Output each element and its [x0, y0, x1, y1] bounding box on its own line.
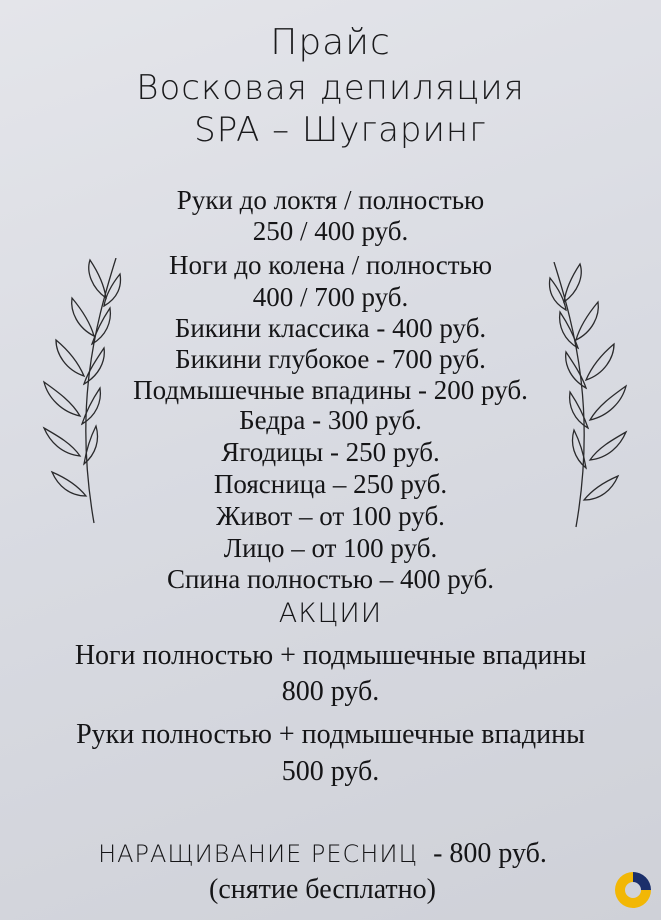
price-line: Бикини классика - 400 руб. [174, 313, 487, 343]
subtitle-sugaring: SPA – Шугаринг [194, 110, 487, 150]
price-line: Руки до локтя / полностью [176, 185, 485, 215]
price-line: 400 / 700 руб. [252, 282, 409, 312]
lash-extension-line [0, 838, 653, 870]
subtitle-waxing: Восковая депиляция [136, 68, 525, 108]
price-line: 250 / 400 руб. [252, 216, 409, 246]
price-line: Поясница – 250 руб. [213, 469, 448, 499]
price-line: Лицо – от 100 руб. [223, 533, 438, 563]
lash-removal-note: (снятие бесплатно) [209, 874, 436, 905]
promo-title: АКЦИИ [278, 598, 383, 629]
promo-price: 800 руб. [281, 676, 380, 707]
price-line: Живот – от 100 руб. [216, 501, 445, 531]
price-line: Спина полностью – 400 руб. [166, 564, 495, 594]
lash-extension-label: НАРАЩИВАНИЕ РЕСНИЦ [98, 840, 419, 868]
promo-price: 500 руб. [281, 756, 380, 787]
title: Прайс [270, 22, 391, 63]
brand-logo-icon [611, 868, 655, 912]
lash-extension-price: - 800 руб. [433, 838, 547, 869]
price-line: Подмышечные впадины - 200 руб. [133, 375, 528, 405]
price-line: Бедра - 300 руб. [239, 405, 422, 435]
promo-offer: Ноги полностью + подмышечные впадины [74, 640, 587, 671]
price-line: Ноги до колена / полностью [169, 250, 492, 280]
price-line: Ягодицы - 250 руб. [221, 437, 440, 467]
price-line: Бикини глубокое - 700 руб. [175, 344, 486, 374]
promo-offer: Руки полностью + подмышечные впадины [76, 719, 585, 750]
